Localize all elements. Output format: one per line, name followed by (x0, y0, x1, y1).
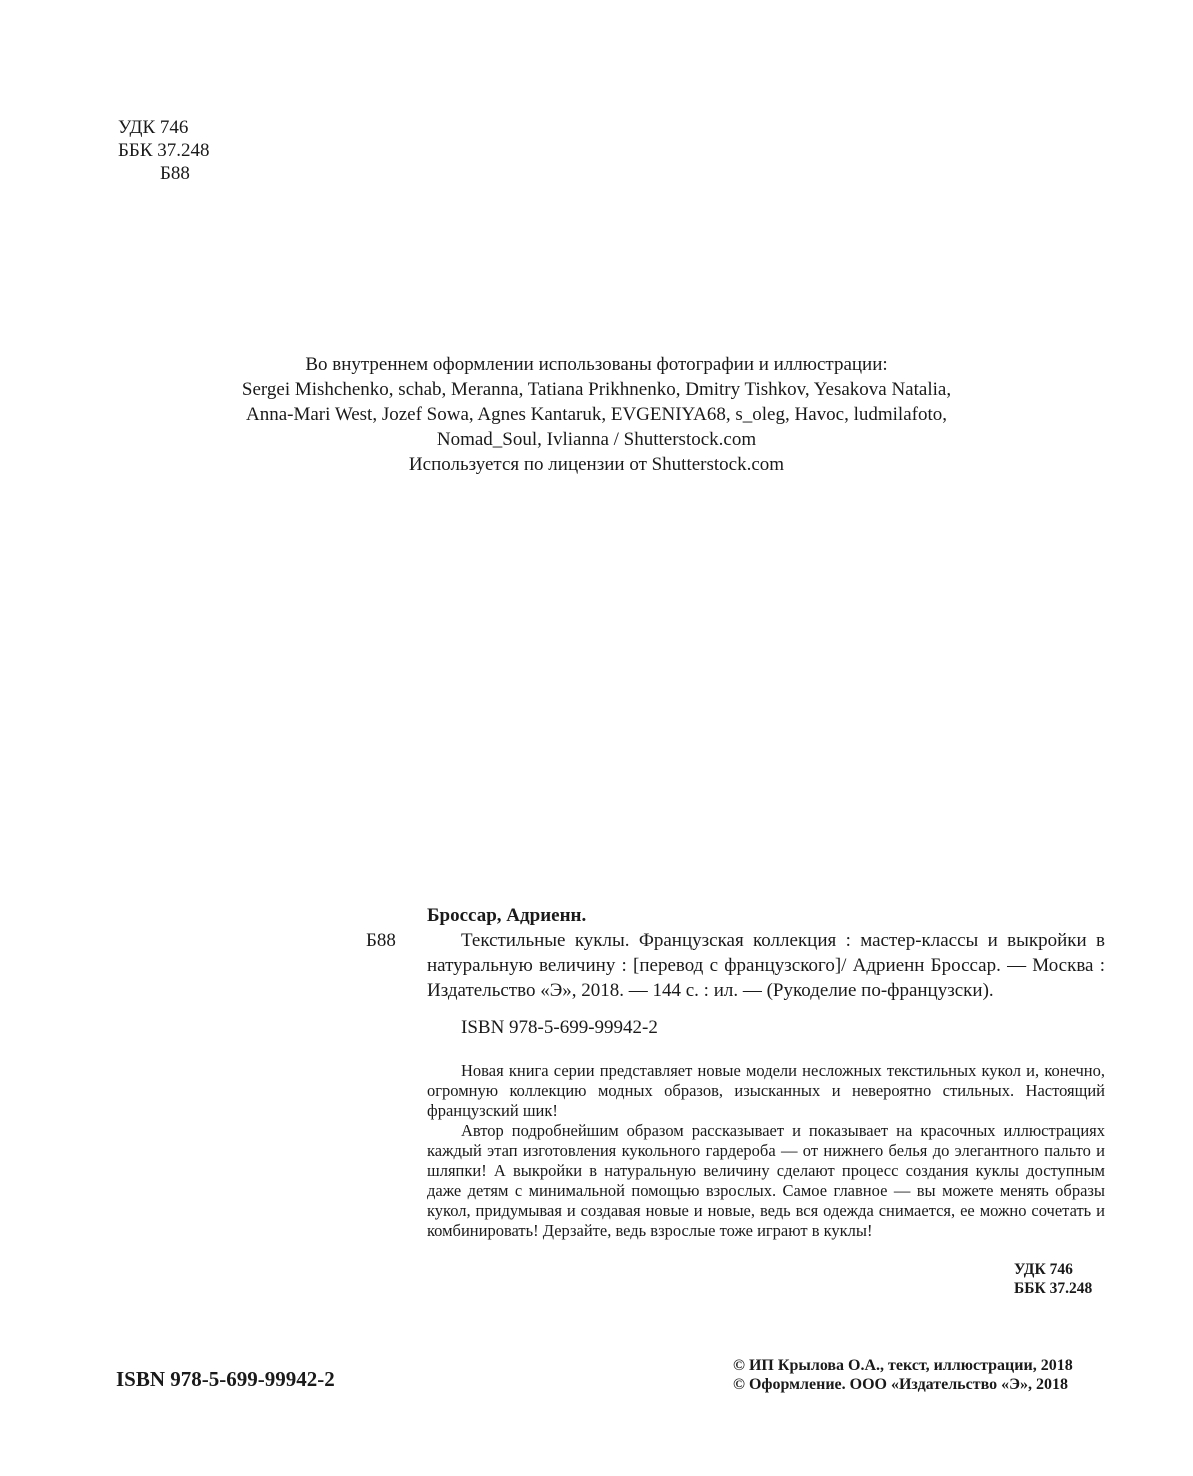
bottom-classification-block (1000, 1260, 1105, 1298)
bibliographic-entry (427, 903, 1105, 1040)
copyright-block (733, 1356, 1105, 1394)
copyright-line: © Оформление. ООО «Издательство «Э», 2018 (733, 1376, 1068, 1393)
bottom-bbk-code: ББК 37.248 (1014, 1280, 1093, 1297)
credits-line: Anna-Mari West, Jozef Sowa, Agnes Kantaruk, EVGENIYA68, s_oleg, Havoc, ludmilafoto, (246, 404, 947, 425)
credits-line: Nomad_Soul, Ivlianna / Shutterstock.com (436, 429, 757, 450)
annotation-paragraph: Автор подробнейшим образом рассказывает и показывает на красочных иллюстрациях каждый этап изготовления кукольного гардероба — от нижнего белья до элегантного пальто и шляпки! А выкройки в натуральную величину сделают процесс создания куклы доступным даже детям с минимальной помощью взрослых. Самое главное — вы можете менять образы кукол, придумывая и создавая новые и новые, ведь вся одежда снимается, ее можно сочетать и комбинировать! Дерзайте, ведь взрослые тоже играют в куклы! (427, 1121, 1105, 1240)
bottom-udk-code: УДК 746 (1014, 1261, 1073, 1278)
isbn-number: ISBN 978-5-699-99942-2 (116, 1367, 335, 1391)
annotation (427, 1061, 1105, 1241)
bbk-code: ББК 37.248 (118, 140, 210, 161)
biblio-description: Текстильные куклы. Французская коллекция : мастер-классы и выкройки в натуральную величину : [перевод с французского]/ Адриенн Броссар. — Москва : Издательство «Э», 2018. — 144 с. : ил. — (Рукоделие по-французски). (427, 930, 1105, 1001)
biblio-author-mark: Б88 (366, 930, 396, 951)
top-classification-block (118, 116, 210, 185)
credits-line: Sergei Mishchenko, schab, Meranna, Tatiana Prikhnenko, Dmitry Tishkov, Yesakova Natalia, (241, 379, 952, 400)
photo-credits (0, 352, 1193, 477)
annotation-paragraph: Новая книга серии представляет новые модели несложных текстильных кукол и, конечно, огромную коллекцию модных образов, изысканных и невероятно стильных. Настоящий французский шик! (427, 1061, 1105, 1120)
author-mark-code: Б88 (160, 163, 190, 184)
biblio-author: Броссар, Адриенн. (427, 905, 587, 926)
udk-code: УДК 746 (118, 117, 189, 138)
credits-line: Во внутреннем оформлении использованы фотографии и иллюстрации: (305, 354, 888, 375)
credits-line: Используется по лицензии от Shutterstock.com (408, 454, 785, 475)
copyright-line: © ИП Крылова О.А., текст, иллюстрации, 2018 (733, 1357, 1073, 1374)
biblio-isbn: ISBN 978-5-699-99942-2 (461, 1017, 658, 1038)
